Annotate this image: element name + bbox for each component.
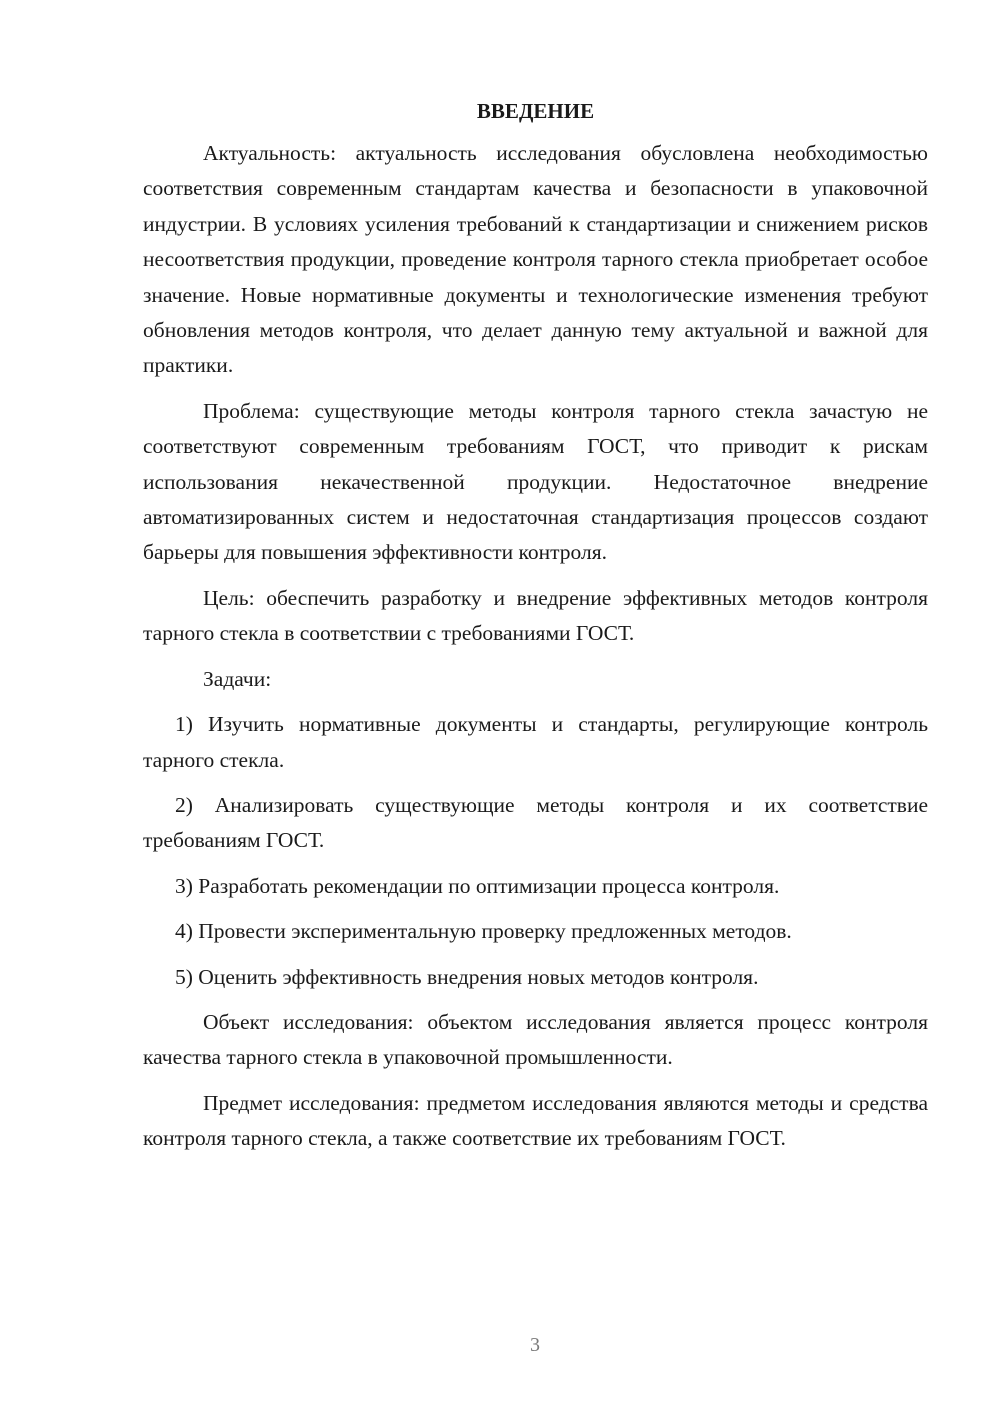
paragraph-subject: Предмет исследования: предметом исследования являются методы и средства контроля тарного стекла, а также соответствие их требованиям ГОСТ. [143, 1090, 928, 1151]
task-item-3: 3) Разработать рекомендации по оптимизации процесса контроля. [175, 873, 780, 898]
paragraph-relevance: Актуальность: актуальность исследования обусловлена необходимостью соответствия современным стандартам качества и безопасности в упаковочной индустрии. В условиях усиления требований к стандартизации и снижением рисков несоответствия продукции, проведение контроля тарного стекла приобретает особое значение. Новые нормативные документы и технологические изменения требуют обновления методов контроля, что делает данную тему актуальной и важной для практики. [143, 141, 928, 378]
task-item-5: 5) Оценить эффективность внедрения новых методов контроля. [175, 964, 759, 989]
paragraph-object: Объект исследования: объектом исследования является процесс контроля качества тарного стекла в упаковочной промышленности. [143, 1009, 928, 1070]
paragraph-goal: Цель: обеспечить разработку и внедрение эффективных методов контроля тарного стекла в соответствии с требованиями ГОСТ. [143, 585, 928, 646]
task-item-4: 4) Провести экспериментальную проверку предложенных методов. [175, 919, 792, 944]
page-title: ВВЕДЕНИЕ [476, 99, 595, 123]
task-item-2: 2) Анализировать существующие методы контроля и их соответствие требованиям ГОСТ. [143, 792, 928, 853]
task-item-1: 1) Изучить нормативные документы и стандарты, регулирующие контроль тарного стекла. [143, 712, 928, 772]
page-content [143, 96, 928, 1167]
paragraph-problem: Проблема: существующие методы контроля тарного стекла зачастую не соответствуют современным требованиям ГОСТ, что приводит к рискам использования некачественной продукции. Недостаточное внедрение автоматизированных систем и недостаточная стандартизация процессов создают барьеры для повышения эффективности контроля. [143, 398, 928, 565]
page-number: 3 [530, 1334, 540, 1356]
tasks-heading: Задачи: [203, 666, 272, 691]
